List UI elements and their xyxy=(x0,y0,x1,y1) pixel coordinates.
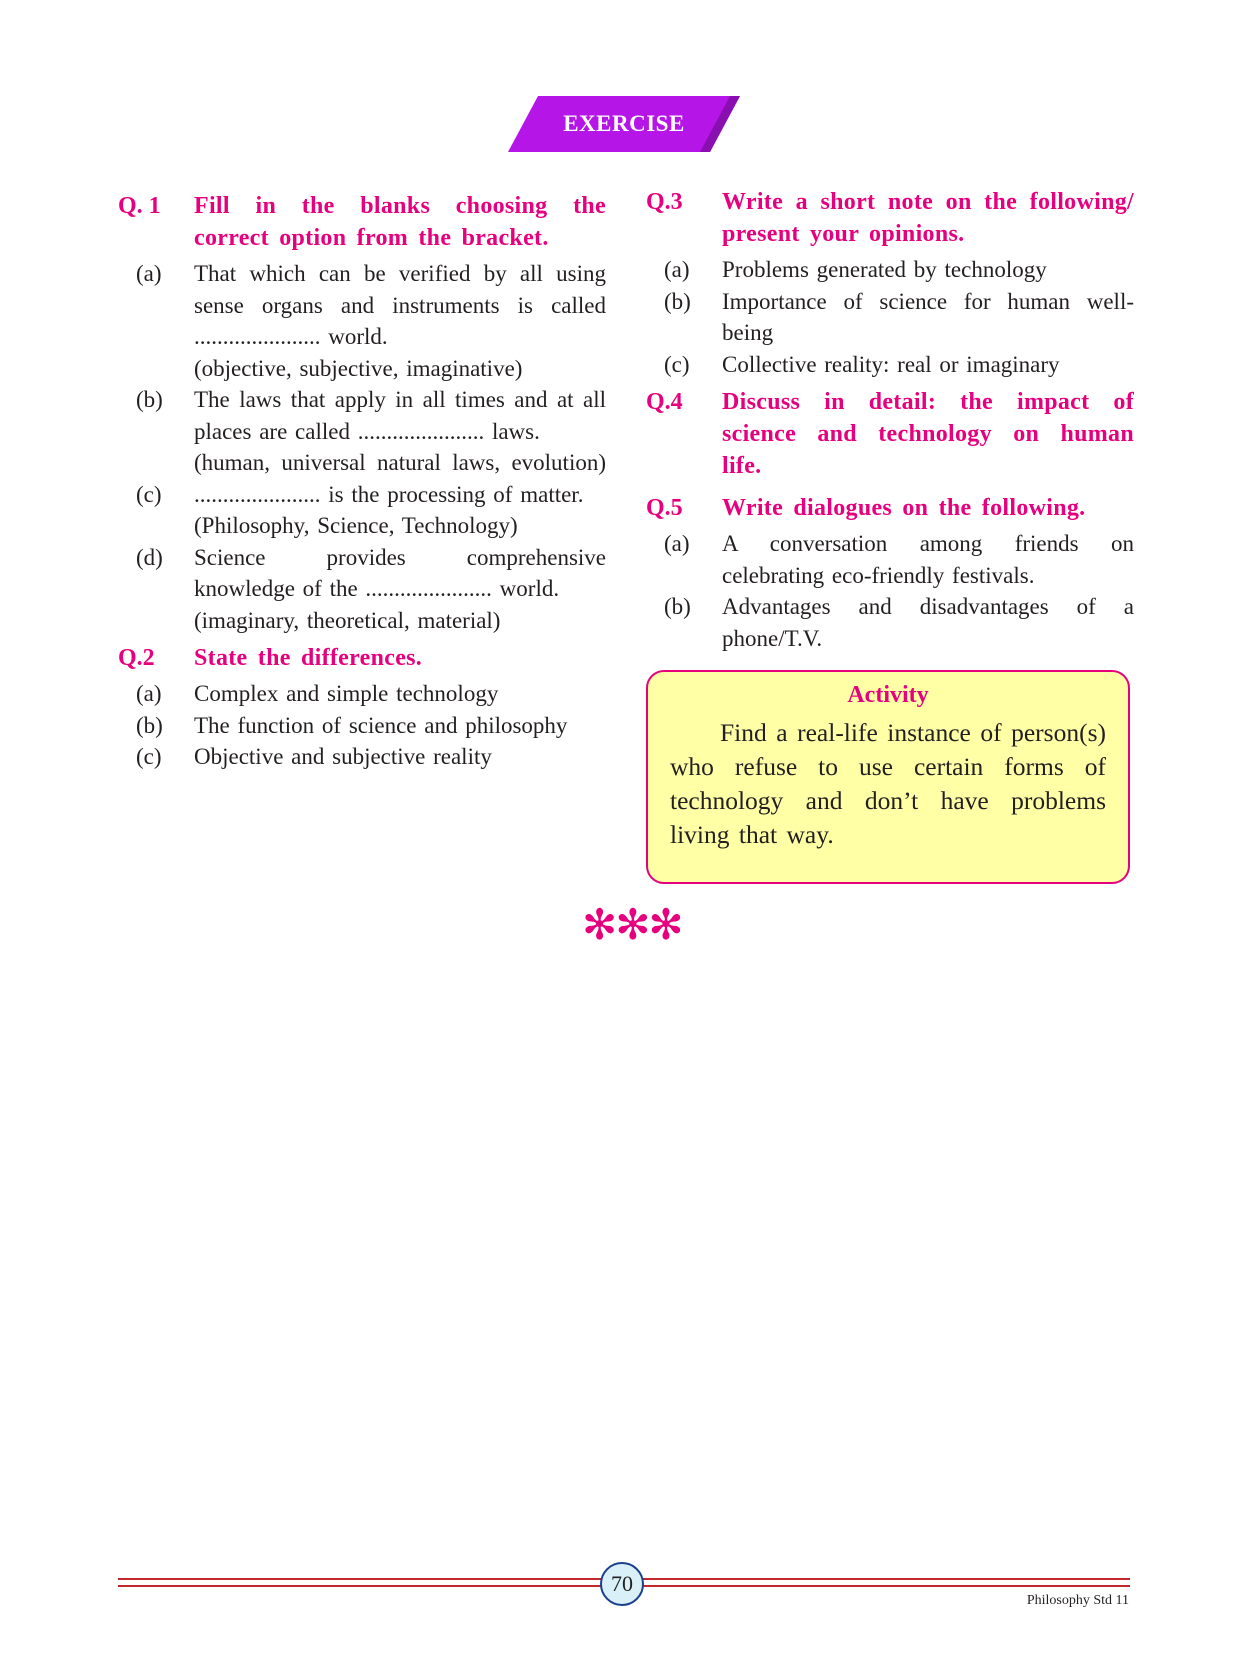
item-options: (human, universal natural laws, evolution) xyxy=(194,450,606,475)
question-2 xyxy=(118,642,606,674)
question-number: Q. 1 xyxy=(118,193,161,219)
question-number: Q.5 xyxy=(646,495,683,521)
list-item xyxy=(646,286,1134,349)
question-prompt: Write dialogues on the following. xyxy=(722,495,1086,521)
question-prompt: State the differences. xyxy=(194,645,423,671)
question-3 xyxy=(646,186,1134,250)
list-item xyxy=(118,258,606,384)
question-number: Q.4 xyxy=(646,389,683,415)
list-item xyxy=(118,710,606,742)
item-label: (a) xyxy=(664,257,690,282)
item-label: (a) xyxy=(136,261,162,286)
page-number: 70 xyxy=(600,1562,644,1606)
item-label: (b) xyxy=(664,288,691,314)
list-item xyxy=(118,384,606,479)
banner-title: EXERCISE xyxy=(563,111,685,136)
item-text: Advantages and disadvantages of a phone/T.V. xyxy=(722,594,1134,651)
item-text: Objective and subjective reality xyxy=(194,744,492,769)
item-text: Complex and simple technology xyxy=(194,681,499,706)
question-5 xyxy=(646,492,1134,524)
section-separator: ✻✻✻ xyxy=(582,900,682,949)
item-label: (c) xyxy=(136,481,162,507)
question-prompt: Write a short note on the following/ present your opinions. xyxy=(722,189,1134,247)
item-text: ...................... is the processing of matter. xyxy=(194,481,584,507)
item-label: (a) xyxy=(136,681,162,706)
item-label: (a) xyxy=(664,531,690,556)
item-text: Collective reality: real or imaginary xyxy=(722,351,1060,377)
question-prompt: Fill in the blanks choosing the correct option from the bracket. xyxy=(194,193,606,251)
left-column xyxy=(118,190,606,773)
item-text: The function of science and philosophy xyxy=(194,712,568,738)
right-column xyxy=(646,186,1134,654)
list-item xyxy=(646,254,1134,286)
item-options: (Philosophy, Science, Technology) xyxy=(194,513,518,538)
question-number: Q.3 xyxy=(646,189,683,215)
book-title: Philosophy Std 11 xyxy=(1026,1593,1129,1608)
item-label: (b) xyxy=(136,712,163,738)
question-prompt: Discuss in detail: the impact of science and technology on human life. xyxy=(722,389,1134,479)
item-text: The laws that apply in all times and at all places are called ...................... laws. xyxy=(194,387,606,444)
list-item xyxy=(646,591,1134,654)
item-options: (objective, subjective, imaginative) xyxy=(194,355,523,381)
item-label: (c) xyxy=(136,744,162,769)
item-text: Science provides comprehensive knowledge of the ...................... world. xyxy=(194,544,606,601)
list-item xyxy=(118,678,606,710)
question-1 xyxy=(118,190,606,254)
question-number: Q.2 xyxy=(118,645,155,671)
question-4 xyxy=(646,386,1134,482)
list-item xyxy=(646,349,1134,381)
list-item xyxy=(118,479,606,542)
list-item xyxy=(118,542,606,637)
activity-title: Activity xyxy=(847,682,929,708)
item-options: (imaginary, theoretical, material) xyxy=(194,607,501,633)
list-item xyxy=(118,741,606,773)
item-label: (c) xyxy=(664,351,690,377)
item-text: That which can be verified by all using sense organs and instruments is called ...................... world. xyxy=(194,261,606,349)
item-text: Importance of science for human well-being xyxy=(722,288,1134,345)
item-label: (b) xyxy=(664,594,691,619)
item-text: A conversation among friends on celebrating eco-friendly festivals. xyxy=(722,531,1134,588)
activity-box xyxy=(646,670,1130,884)
activity-body: Find a real-life instance of person(s) who refuse to use certain forms of technology and don’t have problems living that way. xyxy=(670,718,1106,849)
item-text: Problems generated by technology xyxy=(722,257,1047,282)
list-item xyxy=(646,528,1134,591)
item-label: (b) xyxy=(136,387,163,412)
exercise-banner xyxy=(508,96,740,152)
item-label: (d) xyxy=(136,544,163,570)
